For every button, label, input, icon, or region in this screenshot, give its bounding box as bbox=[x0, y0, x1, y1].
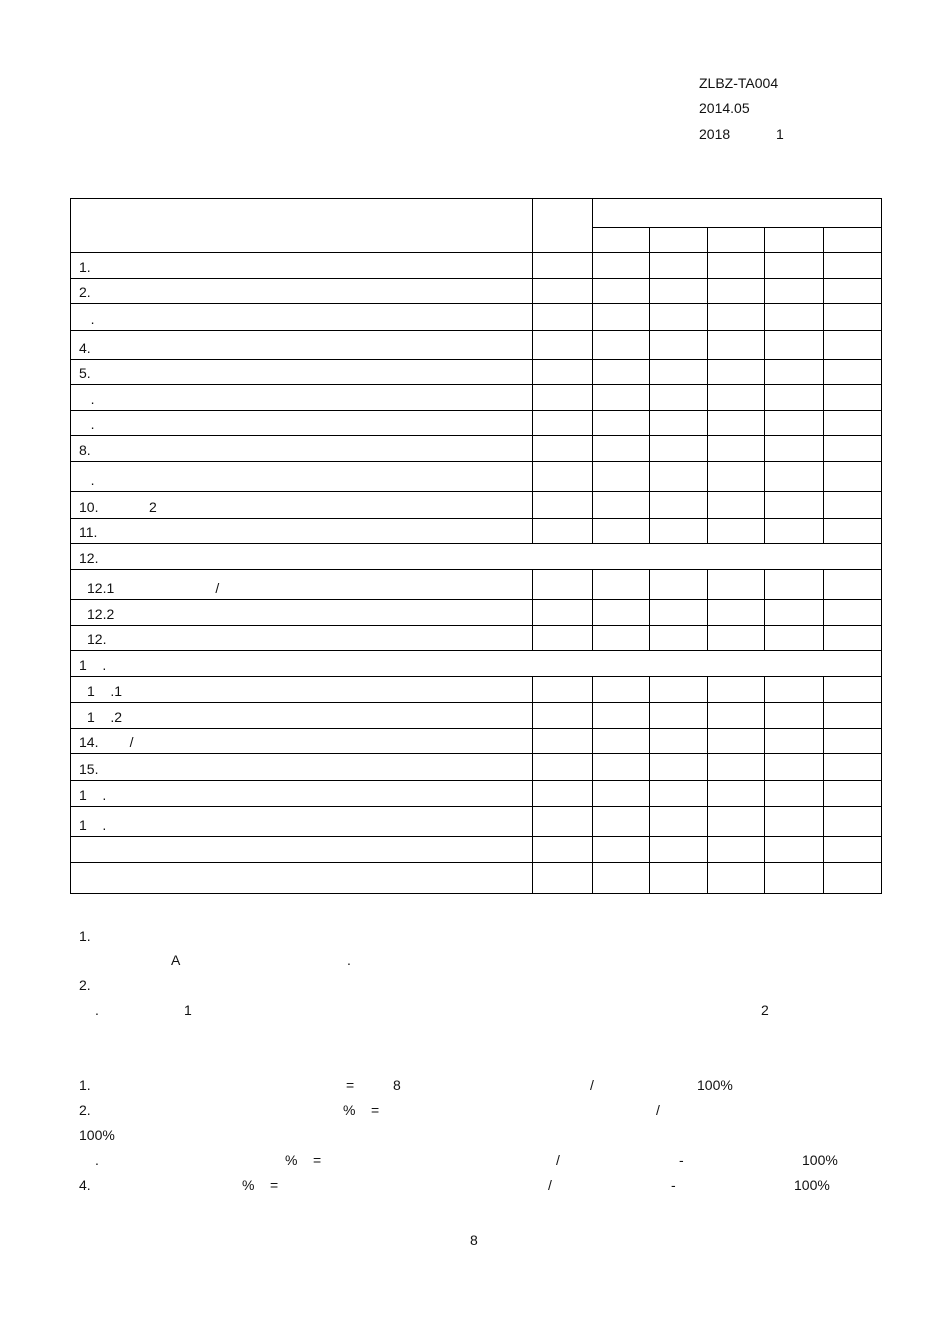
row-value-cell bbox=[533, 385, 593, 411]
row-value-cell bbox=[708, 570, 765, 600]
row-label-cell bbox=[71, 411, 533, 436]
formula-3-slash: / bbox=[556, 1152, 560, 1168]
table-row bbox=[71, 519, 882, 544]
row-value-cell bbox=[650, 837, 708, 863]
table-row bbox=[71, 626, 882, 651]
row-value-cell bbox=[593, 754, 650, 781]
formula-3-number: . bbox=[95, 1152, 99, 1168]
row-value-cell bbox=[824, 677, 882, 703]
table-row bbox=[71, 863, 882, 894]
row-value-cell bbox=[533, 863, 593, 894]
row-value-cell bbox=[708, 253, 765, 279]
row-value-cell bbox=[593, 331, 650, 360]
table-row bbox=[71, 360, 882, 385]
row-value-cell bbox=[650, 411, 708, 436]
row-value-cell bbox=[650, 626, 708, 651]
row-value-cell bbox=[765, 600, 824, 626]
formula-3-dash: - bbox=[679, 1152, 684, 1168]
row-value-cell bbox=[824, 519, 882, 544]
formula-2-slash: / bbox=[656, 1102, 660, 1118]
row-value-cell bbox=[650, 385, 708, 411]
row-value-cell bbox=[533, 626, 593, 651]
row-label-cell bbox=[71, 462, 533, 492]
header-group-cell bbox=[593, 199, 882, 228]
table-row bbox=[71, 600, 882, 626]
row-value-cell bbox=[593, 626, 650, 651]
note-2-text-a: . bbox=[95, 1002, 99, 1018]
row-value-cell bbox=[708, 411, 765, 436]
header-col-cell bbox=[533, 199, 593, 253]
table-row bbox=[71, 570, 882, 600]
formula-2-number: 2. bbox=[79, 1102, 91, 1118]
row-label-cell bbox=[71, 754, 533, 781]
row-label: 2. bbox=[79, 284, 91, 300]
document-year-suffix: 1 bbox=[776, 126, 784, 142]
row-value-cell bbox=[765, 703, 824, 729]
table-row bbox=[71, 279, 882, 304]
row-label: 12.2 bbox=[87, 606, 115, 622]
row-value-cell bbox=[533, 807, 593, 837]
row-label-cell bbox=[71, 807, 533, 837]
row-value-cell bbox=[765, 837, 824, 863]
row-value-cell bbox=[824, 304, 882, 331]
row-value-cell bbox=[708, 360, 765, 385]
table-row bbox=[71, 781, 882, 807]
document-year: 2018 bbox=[699, 126, 731, 142]
row-value-cell bbox=[708, 863, 765, 894]
formula-1-eight: 8 bbox=[393, 1077, 401, 1093]
row-value-cell bbox=[824, 436, 882, 462]
row-label: 1 . bbox=[79, 787, 107, 803]
row-value-cell bbox=[765, 385, 824, 411]
row-value-cell bbox=[824, 492, 882, 519]
row-value-cell bbox=[765, 570, 824, 600]
row-label-cell bbox=[71, 436, 533, 462]
row-label-cell bbox=[71, 863, 533, 894]
row-value-cell bbox=[824, 253, 882, 279]
row-value-cell bbox=[593, 519, 650, 544]
row-value-cell bbox=[708, 781, 765, 807]
row-value-cell bbox=[650, 807, 708, 837]
row-value-cell bbox=[765, 863, 824, 894]
row-label-cell bbox=[71, 837, 533, 863]
row-value-cell bbox=[650, 492, 708, 519]
row-value-cell bbox=[533, 754, 593, 781]
row-label-cell bbox=[71, 385, 533, 411]
row-value-cell bbox=[533, 677, 593, 703]
row-value-cell bbox=[708, 754, 765, 781]
row-value-cell bbox=[824, 331, 882, 360]
row-value-cell bbox=[533, 600, 593, 626]
formula-1-number: 1. bbox=[79, 1077, 91, 1093]
row-value-cell bbox=[765, 677, 824, 703]
row-value-cell bbox=[765, 626, 824, 651]
row-value-cell bbox=[708, 519, 765, 544]
row-value-cell bbox=[708, 304, 765, 331]
row-value-cell bbox=[765, 279, 824, 304]
note-1: 1. bbox=[79, 928, 91, 944]
row-value-cell bbox=[533, 360, 593, 385]
row-value-cell bbox=[533, 253, 593, 279]
row-label-cell bbox=[71, 729, 533, 754]
row-value-cell bbox=[593, 253, 650, 279]
row-label-cell bbox=[71, 544, 882, 570]
row-value-cell bbox=[765, 304, 824, 331]
row-label-cell bbox=[71, 781, 533, 807]
formula-3-percent-sign: % bbox=[285, 1152, 298, 1168]
header-sub-cell bbox=[650, 228, 708, 253]
row-value-cell bbox=[824, 729, 882, 754]
row-value-cell bbox=[824, 781, 882, 807]
table-row bbox=[71, 304, 882, 331]
row-value-cell bbox=[650, 436, 708, 462]
row-value-cell bbox=[650, 331, 708, 360]
row-value-cell bbox=[593, 411, 650, 436]
formula-1-slash: / bbox=[590, 1077, 594, 1093]
row-label-cell bbox=[71, 360, 533, 385]
row-value-cell bbox=[650, 253, 708, 279]
formula-2-equals: = bbox=[371, 1102, 380, 1118]
row-value-cell bbox=[765, 492, 824, 519]
document-code: ZLBZ-TA004 bbox=[699, 75, 779, 91]
row-label: 14. / bbox=[79, 734, 134, 750]
table-header-row-1 bbox=[71, 199, 882, 228]
row-value-cell bbox=[824, 600, 882, 626]
formula-4-number: 4. bbox=[79, 1177, 91, 1193]
row-value-cell bbox=[708, 626, 765, 651]
row-value-cell bbox=[593, 304, 650, 331]
row-label: 1 . bbox=[79, 817, 107, 833]
row-label-cell bbox=[71, 492, 533, 519]
row-value-cell bbox=[533, 436, 593, 462]
header-sub-cell bbox=[765, 228, 824, 253]
row-value-cell bbox=[593, 600, 650, 626]
row-value-cell bbox=[533, 279, 593, 304]
formula-4-equals: = bbox=[270, 1177, 279, 1193]
row-value-cell bbox=[708, 331, 765, 360]
row-value-cell bbox=[650, 360, 708, 385]
row-value-cell bbox=[533, 703, 593, 729]
header-sub-cell bbox=[824, 228, 882, 253]
row-value-cell bbox=[593, 863, 650, 894]
row-label: 12. bbox=[87, 631, 107, 647]
row-label: 1 .1 bbox=[87, 683, 123, 699]
row-value-cell bbox=[593, 462, 650, 492]
row-value-cell bbox=[765, 411, 824, 436]
row-value-cell bbox=[533, 492, 593, 519]
note-1-text-b: . bbox=[347, 952, 351, 968]
row-value-cell bbox=[708, 837, 765, 863]
row-label: 8. bbox=[79, 442, 91, 458]
row-value-cell bbox=[650, 863, 708, 894]
row-value-cell bbox=[824, 411, 882, 436]
table-row bbox=[71, 651, 882, 677]
table-row bbox=[71, 677, 882, 703]
formula-4-percent-sign: % bbox=[242, 1177, 255, 1193]
table-row bbox=[71, 729, 882, 754]
row-label: 15. bbox=[79, 761, 99, 777]
table-row bbox=[71, 385, 882, 411]
row-label: . bbox=[79, 311, 95, 327]
row-value-cell bbox=[824, 385, 882, 411]
row-value-cell bbox=[765, 729, 824, 754]
formula-4-dash: - bbox=[671, 1177, 676, 1193]
row-value-cell bbox=[824, 837, 882, 863]
formula-3-hundred-percent: 100% bbox=[802, 1152, 838, 1168]
formula-3-equals: = bbox=[313, 1152, 322, 1168]
row-label: . bbox=[79, 416, 95, 432]
row-value-cell bbox=[650, 703, 708, 729]
table-row bbox=[71, 544, 882, 570]
row-value-cell bbox=[593, 385, 650, 411]
table-row bbox=[71, 807, 882, 837]
row-value-cell bbox=[650, 462, 708, 492]
table-row bbox=[71, 331, 882, 360]
row-value-cell bbox=[824, 570, 882, 600]
row-value-cell bbox=[533, 331, 593, 360]
row-value-cell bbox=[824, 807, 882, 837]
table-row bbox=[71, 436, 882, 462]
row-value-cell bbox=[765, 754, 824, 781]
note-1-text-a: A bbox=[171, 952, 181, 968]
row-value-cell bbox=[824, 703, 882, 729]
row-value-cell bbox=[765, 519, 824, 544]
row-value-cell bbox=[708, 677, 765, 703]
row-value-cell bbox=[708, 436, 765, 462]
formula-1-equals: = bbox=[346, 1077, 355, 1093]
row-value-cell bbox=[650, 677, 708, 703]
row-value-cell bbox=[824, 754, 882, 781]
table-row bbox=[71, 253, 882, 279]
row-value-cell bbox=[824, 626, 882, 651]
row-label: 10. 2 bbox=[79, 499, 157, 515]
header-item-cell bbox=[71, 199, 533, 253]
table-row bbox=[71, 462, 882, 492]
formula-2-percent-sign: % bbox=[343, 1102, 356, 1118]
row-value-cell bbox=[650, 600, 708, 626]
row-value-cell bbox=[593, 703, 650, 729]
row-label-cell bbox=[71, 600, 533, 626]
note-2-text-c: 2 bbox=[761, 1002, 769, 1018]
row-value-cell bbox=[708, 600, 765, 626]
row-value-cell bbox=[708, 729, 765, 754]
row-value-cell bbox=[593, 360, 650, 385]
note-2-text-b: 1 bbox=[184, 1002, 192, 1018]
row-label-cell bbox=[71, 253, 533, 279]
row-value-cell bbox=[593, 570, 650, 600]
formula-4-hundred-percent: 100% bbox=[794, 1177, 830, 1193]
row-value-cell bbox=[824, 462, 882, 492]
row-value-cell bbox=[708, 462, 765, 492]
row-label: 12. bbox=[79, 550, 99, 566]
row-value-cell bbox=[765, 462, 824, 492]
table-row bbox=[71, 703, 882, 729]
row-label: 1. bbox=[79, 259, 91, 275]
row-value-cell bbox=[533, 570, 593, 600]
row-value-cell bbox=[593, 781, 650, 807]
form-table bbox=[70, 198, 882, 894]
row-value-cell bbox=[650, 279, 708, 304]
table-row bbox=[71, 837, 882, 863]
row-value-cell bbox=[533, 462, 593, 492]
row-label-cell bbox=[71, 703, 533, 729]
row-label-cell bbox=[71, 519, 533, 544]
table-row bbox=[71, 754, 882, 781]
row-value-cell bbox=[708, 703, 765, 729]
row-label-cell bbox=[71, 304, 533, 331]
row-value-cell bbox=[533, 781, 593, 807]
header-sub-cell bbox=[593, 228, 650, 253]
row-value-cell bbox=[765, 807, 824, 837]
formula-4-slash: / bbox=[548, 1177, 552, 1193]
row-value-cell bbox=[593, 436, 650, 462]
row-value-cell bbox=[593, 677, 650, 703]
row-value-cell bbox=[593, 807, 650, 837]
row-label bbox=[79, 890, 532, 893]
row-label: . bbox=[79, 472, 95, 488]
row-value-cell bbox=[650, 729, 708, 754]
note-2: 2. bbox=[79, 977, 91, 993]
row-value-cell bbox=[708, 492, 765, 519]
row-value-cell bbox=[593, 837, 650, 863]
row-label: 12.1 / bbox=[87, 580, 220, 596]
row-value-cell bbox=[650, 754, 708, 781]
formula-2-hundred-percent: 100% bbox=[79, 1127, 115, 1143]
row-value-cell bbox=[708, 385, 765, 411]
row-value-cell bbox=[824, 279, 882, 304]
row-label: 1 . bbox=[79, 657, 107, 673]
document-version: 2014.05 bbox=[699, 100, 750, 116]
row-value-cell bbox=[650, 570, 708, 600]
row-value-cell bbox=[593, 279, 650, 304]
row-label-cell bbox=[71, 626, 533, 651]
row-label: 5. bbox=[79, 365, 91, 381]
row-value-cell bbox=[650, 304, 708, 331]
row-label: 11. bbox=[79, 524, 98, 540]
formula-1-percent: 100% bbox=[697, 1077, 733, 1093]
row-label-cell bbox=[71, 651, 882, 677]
row-value-cell bbox=[533, 837, 593, 863]
row-value-cell bbox=[533, 304, 593, 331]
row-label: . bbox=[79, 391, 95, 407]
row-value-cell bbox=[593, 729, 650, 754]
row-value-cell bbox=[650, 519, 708, 544]
row-value-cell bbox=[765, 253, 824, 279]
row-value-cell bbox=[765, 781, 824, 807]
row-label: 1 .2 bbox=[87, 709, 123, 725]
row-value-cell bbox=[533, 411, 593, 436]
page-number: 8 bbox=[470, 1232, 478, 1248]
row-value-cell bbox=[824, 863, 882, 894]
table-row bbox=[71, 492, 882, 519]
row-value-cell bbox=[533, 519, 593, 544]
row-label-cell bbox=[71, 331, 533, 360]
table-row bbox=[71, 411, 882, 436]
row-label-cell bbox=[71, 570, 533, 600]
row-label-cell bbox=[71, 677, 533, 703]
row-value-cell bbox=[708, 279, 765, 304]
row-value-cell bbox=[533, 729, 593, 754]
row-value-cell bbox=[765, 436, 824, 462]
row-label-cell bbox=[71, 279, 533, 304]
header-sub-cell bbox=[708, 228, 765, 253]
row-label: 4. bbox=[79, 340, 91, 356]
row-value-cell bbox=[593, 492, 650, 519]
row-value-cell bbox=[708, 807, 765, 837]
row-value-cell bbox=[650, 781, 708, 807]
row-value-cell bbox=[765, 331, 824, 360]
row-value-cell bbox=[824, 360, 882, 385]
row-value-cell bbox=[765, 360, 824, 385]
